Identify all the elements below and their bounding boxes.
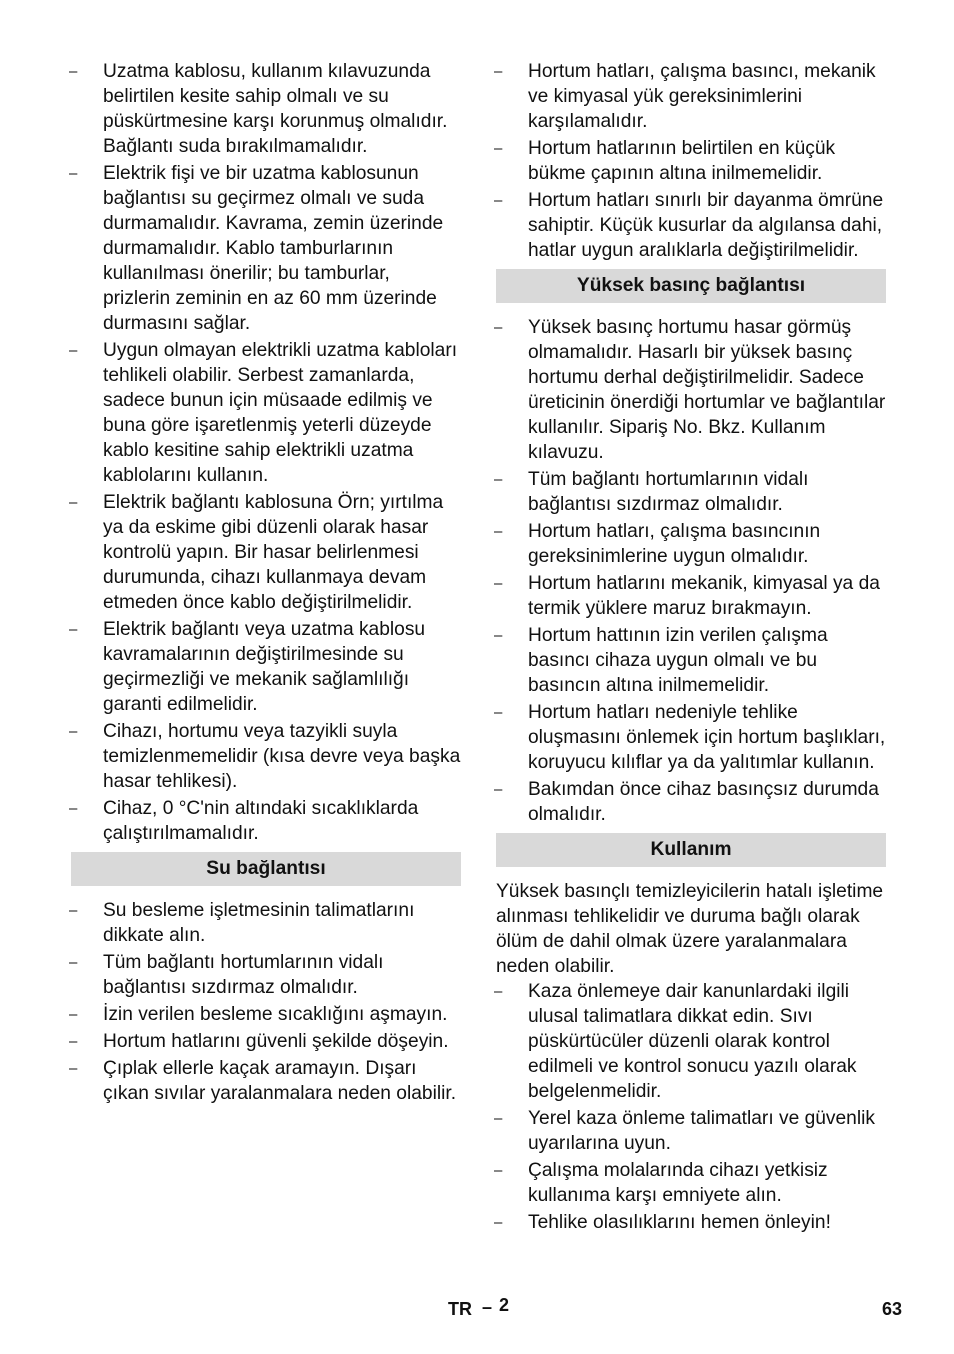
hose-lines-list [496, 59, 886, 263]
section-heading-usage: Kullanım [496, 833, 886, 867]
list-item: – Bakımdan önce cihaz basınçsız durumda olmalıdır. [496, 777, 886, 827]
list-item: – Tehlike olasılıklarını hemen önleyin! [496, 1210, 886, 1235]
list-item: – Hortum hatlarını güvenli şekilde döşeyin. [71, 1029, 461, 1054]
footer-dash: – [482, 1297, 493, 1317]
list-item: – Yüksek basınç hortumu hasar görmüş olmamalıdır. Hasarlı bir yüksek basınç hortumu derhal değiştirilmelidir. Sadece üreticinin önerdiği hortumlar ve bağlantılar kullanılır. Sipariş No. Bkz. Kullanım kılavuzu. [496, 315, 886, 465]
list-item: – Hortum hatları, çalışma basıncı, mekanik ve kimyasal yük gereksinimlerini karşılamalıdır. [496, 59, 886, 134]
section-heading-high-pressure-connection: Yüksek basınç bağlantısı [496, 269, 886, 303]
footer-page-number: 63 [882, 1299, 903, 1319]
usage-intro-paragraph: Yüksek basınçlı temizleyicilerin hatalı işletime alınması tehlikelidir ve duruma bağlı olarak ölüm de dahil olmak üzere yaralanmalara neden olabilir. [496, 881, 884, 977]
list-item: – Kaza önlemeye dair kanunlardaki ilgili ulusal talimatlara dikkat edin. Sıvı püskürtücüler düzenli olarak kontrol edilmeli ve kontrol sonucu yazılı olarak belgelenmelidir. [496, 979, 886, 1104]
list-item: – Hortum hatları nedeniyle tehlike oluşmasını önlemek için hortum başlıkları, koruyucu kılıflar ya da yalıtımlar kullanın. [496, 700, 886, 775]
electric-safety-list [71, 59, 461, 846]
list-item: – Cihaz, 0 °C'nin altındaki sıcaklıklarda çalıştırılmamalıdır. [71, 796, 461, 846]
usage-list [496, 979, 886, 1235]
list-item: – Çalışma molalarında cihazı yetkisiz kullanıma karşı emniyete alın. [496, 1158, 886, 1208]
list-item: – Hortum hatları sınırlı bir dayanma ömrüne sahiptir. Küçük kusurlar da algılansa dahi, hatlar uygun aralıklarla değiştirilmelidir. [496, 188, 886, 263]
list-item: – Uzatma kablosu, kullanım kılavuzunda belirtilen kesite sahip olmalı ve su püskürtmesine karşı korunmuş olmalıdır. Bağlantı suda bırakılmamalıdır. [71, 59, 461, 159]
list-item: – Su besleme işletmesinin talimatlarını dikkate alın. [71, 898, 461, 948]
water-connection-list [71, 898, 461, 1106]
list-item: – Cihazı, hortumu veya tazyikli suyla temizlenmemelidir (kısa devre veya başka hasar tehlikesi). [71, 719, 461, 794]
right-column [496, 59, 886, 1237]
list-item: – Hortum hatlarını mekanik, kimyasal ya da termik yüklere maruz bırakmayın. [496, 571, 886, 621]
footer-language-code: TR [448, 1299, 472, 1319]
list-item: – İzin verilen besleme sıcaklığını aşmayın. [71, 1002, 461, 1027]
list-item: – Elektrik fişi ve bir uzatma kablosunun bağlantısı su geçirmez olmalı ve suda durmamalıdır. Kavrama, zemin üzerinde durmamalıdır. Kablo tamburlarının kullanılması önerilir; bu tamburlar, prizlerin zeminin en az 60 mm üzerinde durmasını sağlar. [71, 161, 461, 336]
list-item: – Hortum hattının izin verilen çalışma basıncı cihaza uygun olmalı ve bu basıncın altına inilmemelidir. [496, 623, 886, 698]
list-item: – Elektrik bağlantı kablosuna Örn; yırtılma ya da eskime gibi düzenli olarak hasar kontrolü yapın. Bir hasar belirlenmesi durumunda, cihazı kullanmaya devam etmeden önce kablo değiştirilmelidir. [71, 490, 461, 615]
left-column [71, 59, 461, 1108]
list-item: – Tüm bağlantı hortumlarının vidalı bağlantısı sızdırmaz olmalıdır. [71, 950, 461, 1000]
list-item: – Çıplak ellerle kaçak aramayın. Dışarı çıkan sıvılar yaralanmalara neden olabilir. [71, 1056, 461, 1106]
high-pressure-list [496, 315, 886, 827]
list-item: – Hortum hatları, çalışma basıncının gereksinimlerine uygun olmalıdır. [496, 519, 886, 569]
list-item: – Elektrik bağlantı veya uzatma kablosu kavramalarının değiştirilmesinde su geçirmezliği ve mekanik sağlamlılığı garanti edilmelidir. [71, 617, 461, 717]
section-heading-water-connection: Su bağlantısı [71, 852, 461, 886]
footer-local-page: 2 [499, 1295, 510, 1315]
list-item: – Tüm bağlantı hortumlarının vidalı bağlantısı sızdırmaz olmalıdır. [496, 467, 886, 517]
list-item: – Hortum hatlarının belirtilen en küçük bükme çapının altına inilmemelidir. [496, 136, 886, 186]
list-item: – Yerel kaza önleme talimatları ve güvenlik uyarılarına uyun. [496, 1106, 886, 1156]
list-item: – Uygun olmayan elektrikli uzatma kabloları tehlikeli olabilir. Serbest zamanlarda, sadece bunun için müsaade edilmiş ve buna göre işaretlenmiş yeterli düzeyde kablo kesitine sahip elektrikli uzatma kablolarını kullanın. [71, 338, 461, 488]
